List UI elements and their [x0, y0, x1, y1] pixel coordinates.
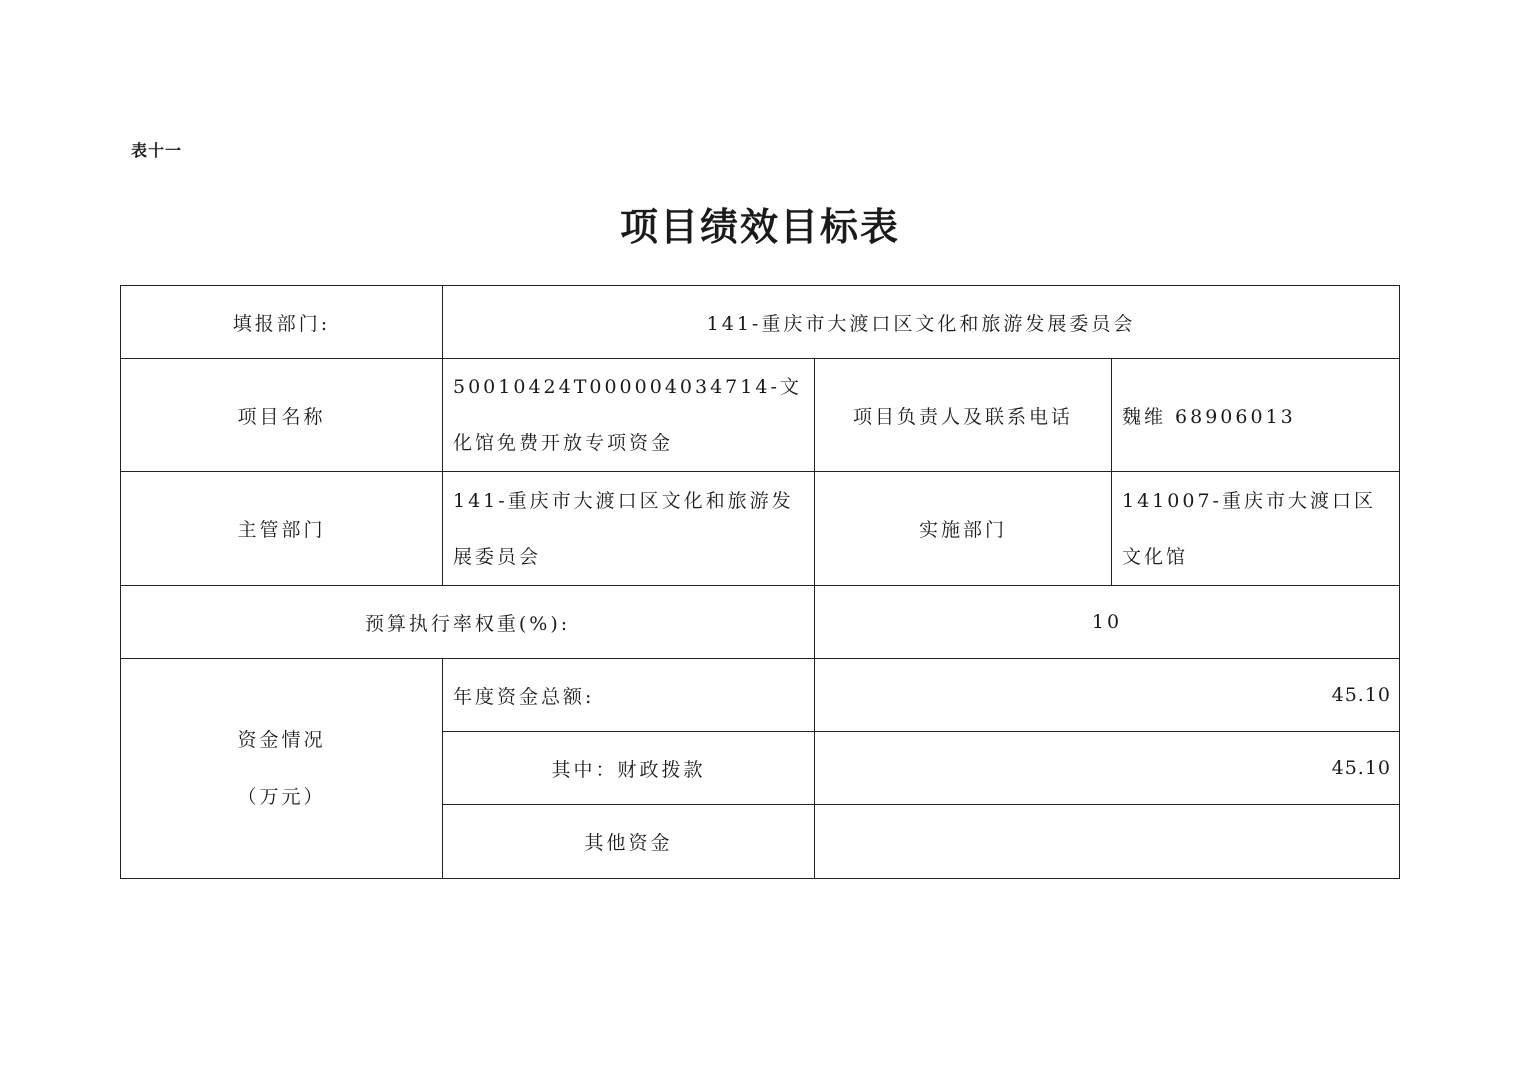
reporting-dept-label: 填报部门: — [121, 286, 443, 359]
implementing-dept-text: 141007-重庆市大渡口区文化馆 — [1122, 489, 1376, 568]
table-row — [121, 472, 1400, 586]
performance-target-table — [120, 285, 1400, 879]
supervising-dept-text: 141-重庆市大渡口区文化和旅游发展委员会 — [453, 489, 794, 568]
funds-label — [121, 659, 443, 879]
table-row — [121, 286, 1400, 359]
budget-weight-label: 预算执行率权重(%): — [121, 586, 815, 659]
table-row — [121, 586, 1400, 659]
other-funds-value — [815, 805, 1400, 879]
fiscal-allocation-label: 其中：财政拨款 — [443, 732, 815, 805]
project-name-label: 项目名称 — [121, 359, 443, 472]
funds-label-line2: （万元） — [237, 785, 326, 808]
fiscal-allocation-value: 45.10 — [815, 732, 1400, 805]
supervising-dept-value — [443, 472, 815, 586]
funds-label-line1: 资金情况 — [237, 728, 326, 751]
supervising-dept-label: 主管部门 — [121, 472, 443, 586]
implementing-dept-value — [1112, 472, 1400, 586]
annual-total-label: 年度资金总额: — [443, 659, 815, 732]
contact-label: 项目负责人及联系电话 — [815, 359, 1112, 472]
table-number-label: 表十一 — [131, 141, 183, 160]
table-row — [121, 359, 1400, 472]
other-funds-label: 其他资金 — [443, 805, 815, 879]
project-name-value — [443, 359, 815, 472]
annual-total-value: 45.10 — [815, 659, 1400, 732]
contact-value: 魏维 68906013 — [1112, 359, 1400, 472]
reporting-dept-value: 141-重庆市大渡口区文化和旅游发展委员会 — [443, 286, 1400, 359]
budget-weight-value: 10 — [815, 586, 1400, 659]
table-row — [121, 659, 1400, 732]
project-name-text: 50010424T000004034714-文化馆免费开放专项资金 — [453, 376, 802, 454]
page-title: 项目绩效目标表 — [619, 204, 900, 249]
implementing-dept-label: 实施部门 — [815, 472, 1112, 586]
